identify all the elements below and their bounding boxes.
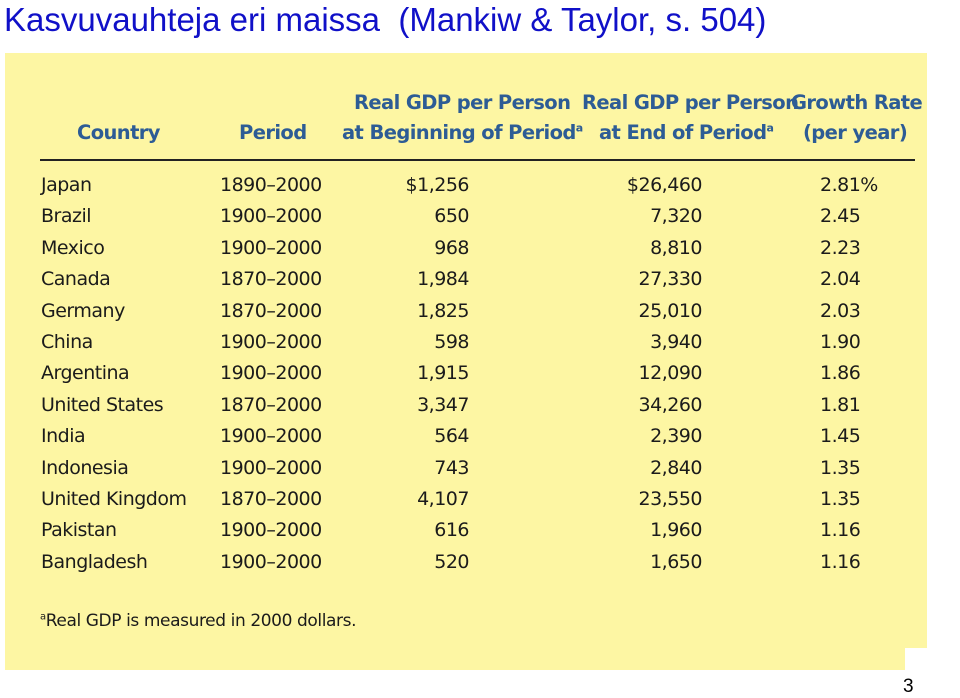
header-gdp-end-line2: at End of Period$^a$: [599, 121, 774, 144]
table-cell-period: 1900–2000: [220, 205, 322, 228]
table-cell-gdp-begin: 968: [434, 236, 469, 259]
table-cell-country: United Kingdom: [41, 488, 187, 510]
table-cell-growth-rate: 1.35: [820, 488, 861, 510]
table-cell-gdp-end: 1,960: [650, 519, 702, 542]
table-row: [5, 421, 927, 452]
table-row: [5, 170, 927, 201]
footnote-marker: a: [766, 121, 774, 135]
table-cell-country: Canada: [41, 268, 111, 291]
table-row: [5, 390, 927, 421]
table-cell-growth-rate: 2.81%: [820, 174, 878, 196]
table-cell-period: 1870–2000: [220, 488, 322, 510]
table-cell-gdp-end: 1,650: [650, 550, 702, 573]
table-cell-period: 1900–2000: [220, 425, 322, 448]
table-row: [5, 453, 927, 484]
table-cell-growth-rate: 2.03: [820, 299, 861, 322]
table-row: [5, 484, 927, 515]
footnote: [40, 611, 356, 631]
table-cell-gdp-end: 2,840: [650, 456, 702, 479]
table-cell-gdp-begin: 3,347: [417, 393, 469, 416]
header-country: Country: [77, 121, 160, 144]
table-cell-gdp-begin: 743: [434, 456, 469, 479]
table-cell-growth-rate: 2.04: [820, 268, 861, 291]
table-cell-growth-rate: 1.90: [820, 331, 861, 353]
table-row: [5, 327, 927, 358]
table-cell-gdp-end: 2,390: [650, 425, 702, 448]
table-cell-country: India: [41, 425, 86, 448]
table-cell-gdp-end: $26,460: [626, 174, 702, 196]
table-cell-growth-rate: 1.86: [820, 362, 861, 385]
table-row: [5, 201, 927, 232]
table-cell-growth-rate: 1.45: [820, 425, 861, 448]
table-cell-period: 1900–2000: [220, 519, 322, 542]
header-gdp-begin-line2: at Beginning of Period$^a$: [342, 121, 583, 144]
table-row: [5, 547, 927, 578]
table-cell-gdp-end: 23,550: [638, 488, 702, 510]
table-cell-period: 1900–2000: [220, 331, 322, 353]
header-rule: [40, 159, 915, 161]
table-cell-period: 1900–2000: [220, 236, 322, 259]
header-gdp-begin-line1: Real GDP per Person: [354, 91, 571, 114]
table-cell-gdp-end: 27,330: [638, 268, 702, 291]
table-row: [5, 296, 927, 327]
table-cell-gdp-end: 8,810: [650, 236, 702, 259]
table-cell-period: 1890–2000: [220, 174, 322, 196]
table-cell-period: 1870–2000: [220, 393, 322, 416]
table-cell-gdp-begin: 1,915: [417, 362, 469, 385]
table-cell-gdp-end: 3,940: [650, 331, 702, 353]
table-row: [5, 358, 927, 389]
table-cell-country: Bangladesh: [41, 550, 148, 573]
page-number-box: [905, 648, 937, 676]
table-cell-gdp-begin: 4,107: [417, 488, 469, 510]
header-period: Period: [239, 121, 307, 144]
table-cell-period: 1900–2000: [220, 456, 322, 479]
table-cell-period: 1870–2000: [220, 299, 322, 322]
table-cell-gdp-begin: $1,256: [405, 174, 469, 196]
table-cell-country: Pakistan: [41, 519, 117, 542]
table-cell-gdp-end: 7,320: [650, 205, 702, 228]
table-cell-country: China: [41, 331, 93, 353]
table-cell-gdp-end: 25,010: [638, 299, 702, 322]
table-cell-gdp-begin: 564: [434, 425, 469, 448]
footnote-marker: a: [575, 121, 583, 135]
table-cell-gdp-end: 12,090: [638, 362, 702, 385]
table-cell-growth-rate: 1.16: [820, 550, 861, 573]
page-number: 3: [903, 676, 914, 697]
header-gdp-end-line1: Real GDP per Person: [582, 91, 799, 114]
table-row: [5, 515, 927, 546]
table-cell-gdp-begin: 616: [434, 519, 469, 542]
table-cell-growth-rate: 1.81: [820, 393, 861, 416]
table-cell-gdp-begin: 520: [434, 550, 469, 573]
table-cell-country: Mexico: [41, 236, 105, 259]
table-row: [5, 233, 927, 264]
table-cell-country: Indonesia: [41, 456, 129, 479]
table-cell-growth-rate: 2.45: [820, 205, 861, 228]
header-growth-rate-line1: Growth Rate: [791, 91, 923, 114]
table-cell-period: 1900–2000: [220, 362, 322, 385]
table-cell-period: 1870–2000: [220, 268, 322, 291]
table-cell-growth-rate: 2.23: [820, 236, 861, 259]
footnote-text: Real GDP is measured in 2000 dollars.: [45, 611, 357, 631]
table-cell-country: Argentina: [41, 362, 130, 385]
table-cell-growth-rate: 1.35: [820, 456, 861, 479]
table-cell-gdp-begin: 598: [434, 331, 469, 353]
table-cell-country: Brazil: [41, 205, 92, 228]
footnote-marker: a: [40, 611, 46, 623]
table-panel: [5, 53, 927, 670]
table-cell-gdp-begin: 1,984: [417, 268, 469, 291]
slide-title: Kasvuvauhteja eri maissa (Mankiw & Taylor, s. 504): [4, 1, 767, 38]
table-cell-gdp-begin: 1,825: [417, 299, 469, 322]
table-cell-country: Germany: [41, 299, 125, 322]
table-cell-country: United States: [41, 393, 164, 416]
table-cell-period: 1900–2000: [220, 550, 322, 573]
header-growth-rate-line2: (per year): [803, 121, 908, 144]
table-cell-country: Japan: [41, 174, 92, 196]
table-cell-gdp-begin: 650: [434, 205, 469, 228]
table-row: [5, 264, 927, 295]
table-cell-growth-rate: 1.16: [820, 519, 861, 542]
table-cell-gdp-end: 34,260: [638, 393, 702, 416]
